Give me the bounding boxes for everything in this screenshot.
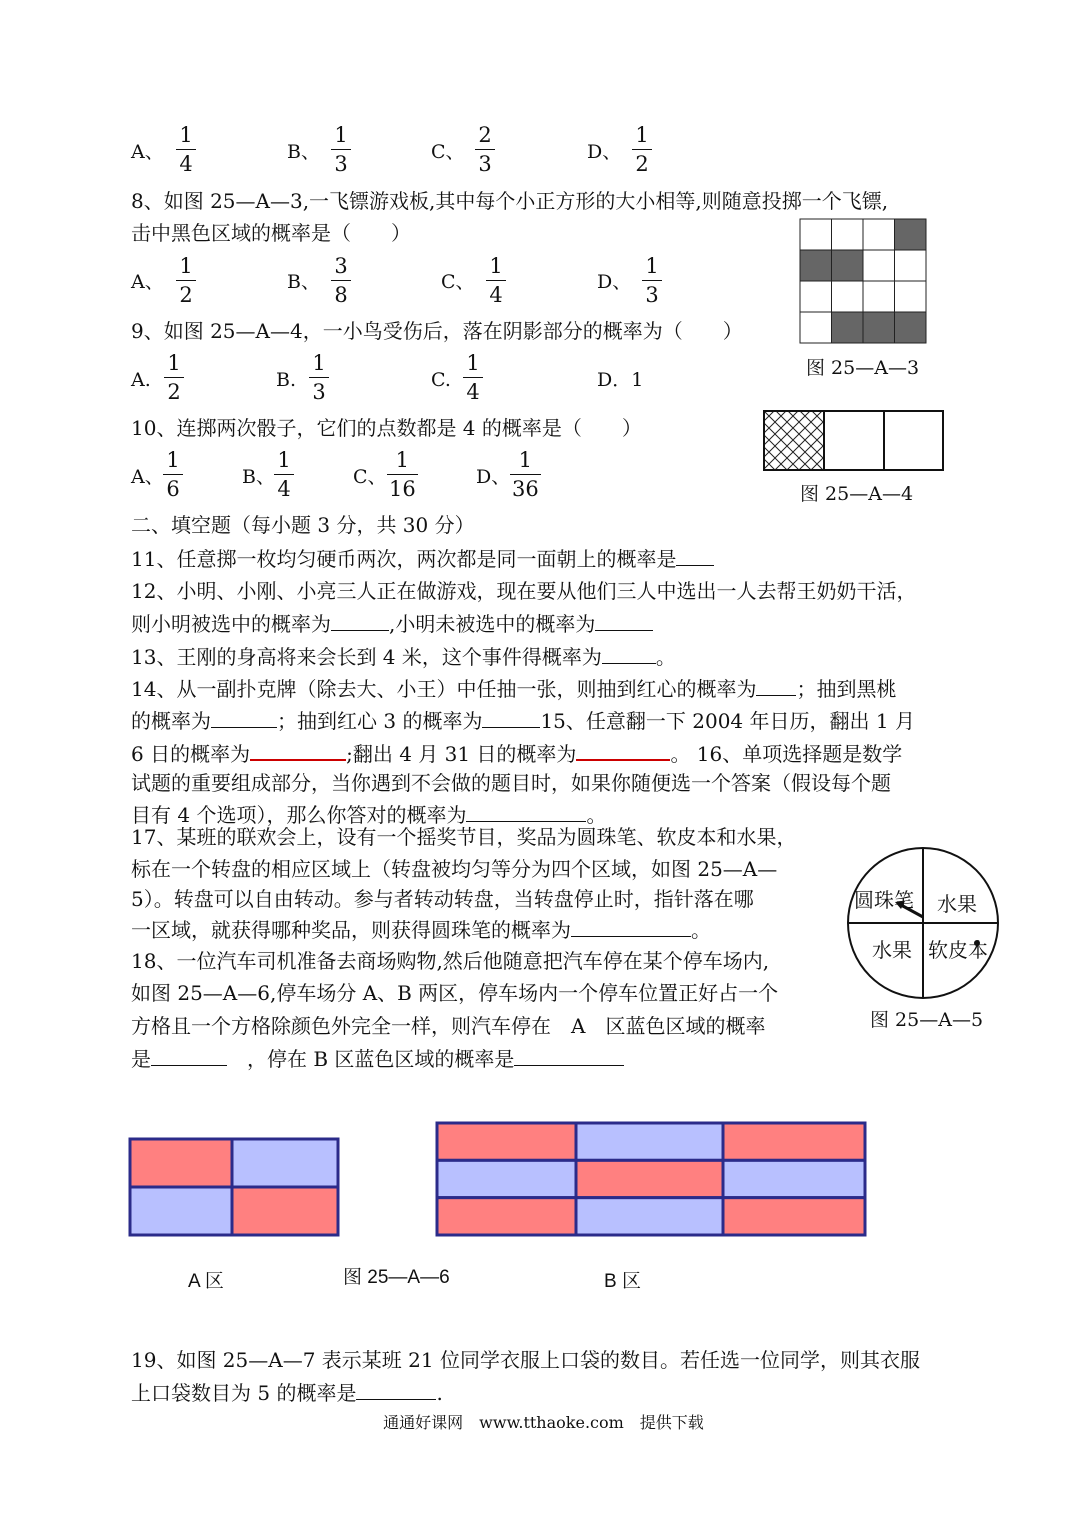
dartboard-white-cell (863, 250, 895, 281)
q7-option-a-fraction: 1 4 (176, 122, 196, 177)
parking-spot-blue (723, 1160, 865, 1197)
dartboard-white-cell (832, 219, 864, 250)
page-footer: 通通好课网 www.tthaoke.com 提供下载 (383, 1413, 704, 1432)
q8-option-c-fraction: 1 4 (486, 253, 506, 308)
q10-option-c-label: C、 (353, 466, 387, 488)
q9-option-d: D．1 (597, 369, 644, 391)
dartboard-dark-cell (832, 250, 864, 281)
q18-text-line4: 是 ，停在 B 区蓝色区域的概率是 (131, 1043, 624, 1074)
q12-text-line1: 12、小明、小刚、小亮三人正在做游戏，现在要从他们三人中选出一人去帮王奶奶干活， (131, 579, 917, 603)
figure-caption-25-a-4: 图 25—A—4 (800, 483, 914, 505)
q14-text-line2: 的概率为 ；抽到红心 3 的概率为 15、任意翻一下 2004 年日历，翻出 1 月 (131, 705, 915, 736)
dartboard-figure (798, 218, 928, 344)
q10-option-d-fraction: 1 36 (512, 448, 539, 501)
parking-zone-b (435, 1121, 867, 1237)
q8-option-d-label: D、 (597, 271, 632, 293)
q9-text-line1: 9、如图 25—A—4，一小鸟受伤后，落在阴影部分的概率为（ ） (131, 319, 743, 343)
q8-option-a-label: A、 (131, 271, 164, 293)
q9-option-a-fraction: 1 2 (164, 350, 184, 405)
section-2-heading: 二、填空题（每小题 3 分，共 30 分） (131, 513, 475, 537)
parking-spot-red (723, 1123, 865, 1160)
spinner-label-top-left: 圆珠笔 (854, 888, 914, 912)
parking-spot-red (576, 1160, 723, 1197)
q13-text: 13、王刚的身高将来会长到 4 米，这个事件得概率为 。 (131, 641, 676, 672)
q8-text-line2: 击中黑色区域的概率是（ ） (131, 221, 411, 245)
dartboard-white-cell (895, 250, 927, 281)
dartboard-dark-cell (832, 312, 864, 343)
q9-option-a-label: A. (131, 369, 151, 391)
q8-option-c-label: C、 (441, 271, 475, 293)
q10-option-a-label: A、 (131, 466, 164, 488)
dartboard-white-cell (800, 312, 832, 343)
parking-spot-red (723, 1198, 865, 1235)
q12-text-line2: 则小明被选中的概率为 ,小明未被选中的概率为 (131, 608, 653, 639)
q8-text-line1: 8、如图 25—A—3,一飞镖游戏板,其中每个小正方形的大小相等,则随意投掷一个飞镖, (131, 189, 889, 213)
q19-text-line2: 上口袋数目为 5 的概率是 . (131, 1377, 443, 1408)
q18-text-line1: 18、一位汽车司机准备去商场购物,然后他随意把汽车停在某个停车场内, (131, 949, 770, 973)
q9-option-b-label: B. (276, 369, 297, 391)
figure-caption-25-a-5: 图 25—A—5 (870, 1009, 984, 1031)
q17-text-line1: 17、某班的联欢会上，设有一个摇奖节目，奖品为圆珠笔、软皮本和水果， (131, 825, 797, 849)
prize-spinner-figure (845, 845, 1001, 1001)
figure-caption-25-a-3: 图 25—A—3 (806, 357, 920, 379)
parking-spot-blue (232, 1139, 338, 1187)
q9-option-c-label: C. (431, 369, 451, 391)
dartboard-white-cell (800, 281, 832, 312)
q11-text: 11、任意掷一枚均匀硬币两次，两次都是同一面朝上的概率是 (131, 543, 714, 574)
q10-option-d-label: D、 (476, 466, 511, 488)
dartboard-white-cell (800, 219, 832, 250)
q7-option-b-fraction: 1 3 (331, 122, 351, 177)
q14-text-line1: 14、从一副扑克牌（除去大、小王）中任抽一张，则抽到红心的概率为 ；抽到黑桃 (131, 673, 896, 704)
parking-spot-blue (130, 1187, 232, 1235)
q10-text-line1: 10、连掷两次骰子，它们的点数都是 4 的概率是（ ） (131, 416, 642, 440)
dartboard-dark-cell (895, 219, 927, 250)
q7-option-a-label: A、 (131, 141, 164, 163)
q7-option-d-fraction: 1 2 (632, 122, 652, 177)
parking-spot-red (437, 1198, 576, 1235)
parking-zone-a (128, 1137, 340, 1237)
q10-option-a-fraction: 1 6 (163, 447, 183, 502)
parking-spot-blue (576, 1198, 723, 1235)
q9-option-c-fraction: 1 4 (463, 350, 483, 405)
parking-spot-blue (576, 1123, 723, 1160)
dartboard-white-cell (832, 281, 864, 312)
spinner-label-bottom-right: 软皮本 (928, 938, 988, 962)
dartboard-white-cell (863, 219, 895, 250)
q7-option-c-label: C、 (431, 141, 465, 163)
zone-a-label: A 区 (188, 1271, 224, 1292)
q8-option-b-label: B、 (287, 271, 320, 293)
q10-option-b-fraction: 1 4 (274, 447, 294, 502)
q16-text-line2: 目有 4 个选项），那么你答对的概率为 。 (131, 799, 606, 830)
q8-option-d-fraction: 1 3 (642, 253, 662, 308)
figure-caption-25-a-6: 图 25—A—6 (343, 1267, 450, 1288)
q15-text-line: 6 日的概率为 ;翻出 4 月 31 日的概率为 。 16、单项选择题是数学 (131, 737, 902, 769)
parking-spot-red (130, 1139, 232, 1187)
q7-option-d-label: D、 (587, 141, 622, 163)
q17-text-line3: 5）。转盘可以自由转动。参与者转动转盘，当转盘停止时，指针落在哪 (131, 887, 754, 911)
dartboard-white-cell (895, 281, 927, 312)
spinner-label-bottom-left: 水果 (872, 938, 912, 962)
q9-option-b-fraction: 1 3 (309, 350, 329, 405)
q8-option-b-fraction: 3 8 (331, 253, 351, 308)
dartboard-dark-cell (863, 312, 895, 343)
q19-text-line1: 19、如图 25—A—7 表示某班 21 位同学衣服上口袋的数目。若任选一位同学，则其衣服 (131, 1348, 920, 1372)
zone-b-label: B 区 (604, 1271, 641, 1292)
q7-option-c-fraction: 2 3 (475, 122, 495, 177)
q16-text-line1: 试题的重要组成部分，当你遇到不会做的题目时，如果你随便选一个答案（假设每个题 (131, 771, 891, 795)
q10-option-c-fraction: 1 16 (389, 448, 416, 501)
q7-option-b-label: B、 (287, 141, 320, 163)
dartboard-dark-cell (895, 312, 927, 343)
bird-shading-figure (763, 410, 945, 472)
q18-text-line3: 方格且一个方格除颜色外完全一样，则汽车停在 A 区蓝色区域的概率 (131, 1014, 766, 1038)
q17-text-line2: 标在一个转盘的相应区域上（转盘被均匀等分为四个区域，如图 25—A— (131, 857, 778, 881)
parking-spot-red (232, 1187, 338, 1235)
spinner-label-top-right: 水果 (937, 892, 977, 916)
dartboard-white-cell (863, 281, 895, 312)
parking-spot-blue (437, 1160, 576, 1197)
q8-option-a-fraction: 1 2 (176, 253, 196, 308)
dartboard-dark-cell (800, 250, 832, 281)
q10-option-b-label: B、 (242, 466, 275, 488)
q17-text-line4: 一区域，就获得哪种奖品，则获得圆珠笔的概率为 。 (131, 914, 711, 945)
q18-text-line2: 如图 25—A—6,停车场分 A、B 两区，停车场内一个停车位置正好占一个 (131, 981, 779, 1005)
parking-spot-red (437, 1123, 576, 1160)
